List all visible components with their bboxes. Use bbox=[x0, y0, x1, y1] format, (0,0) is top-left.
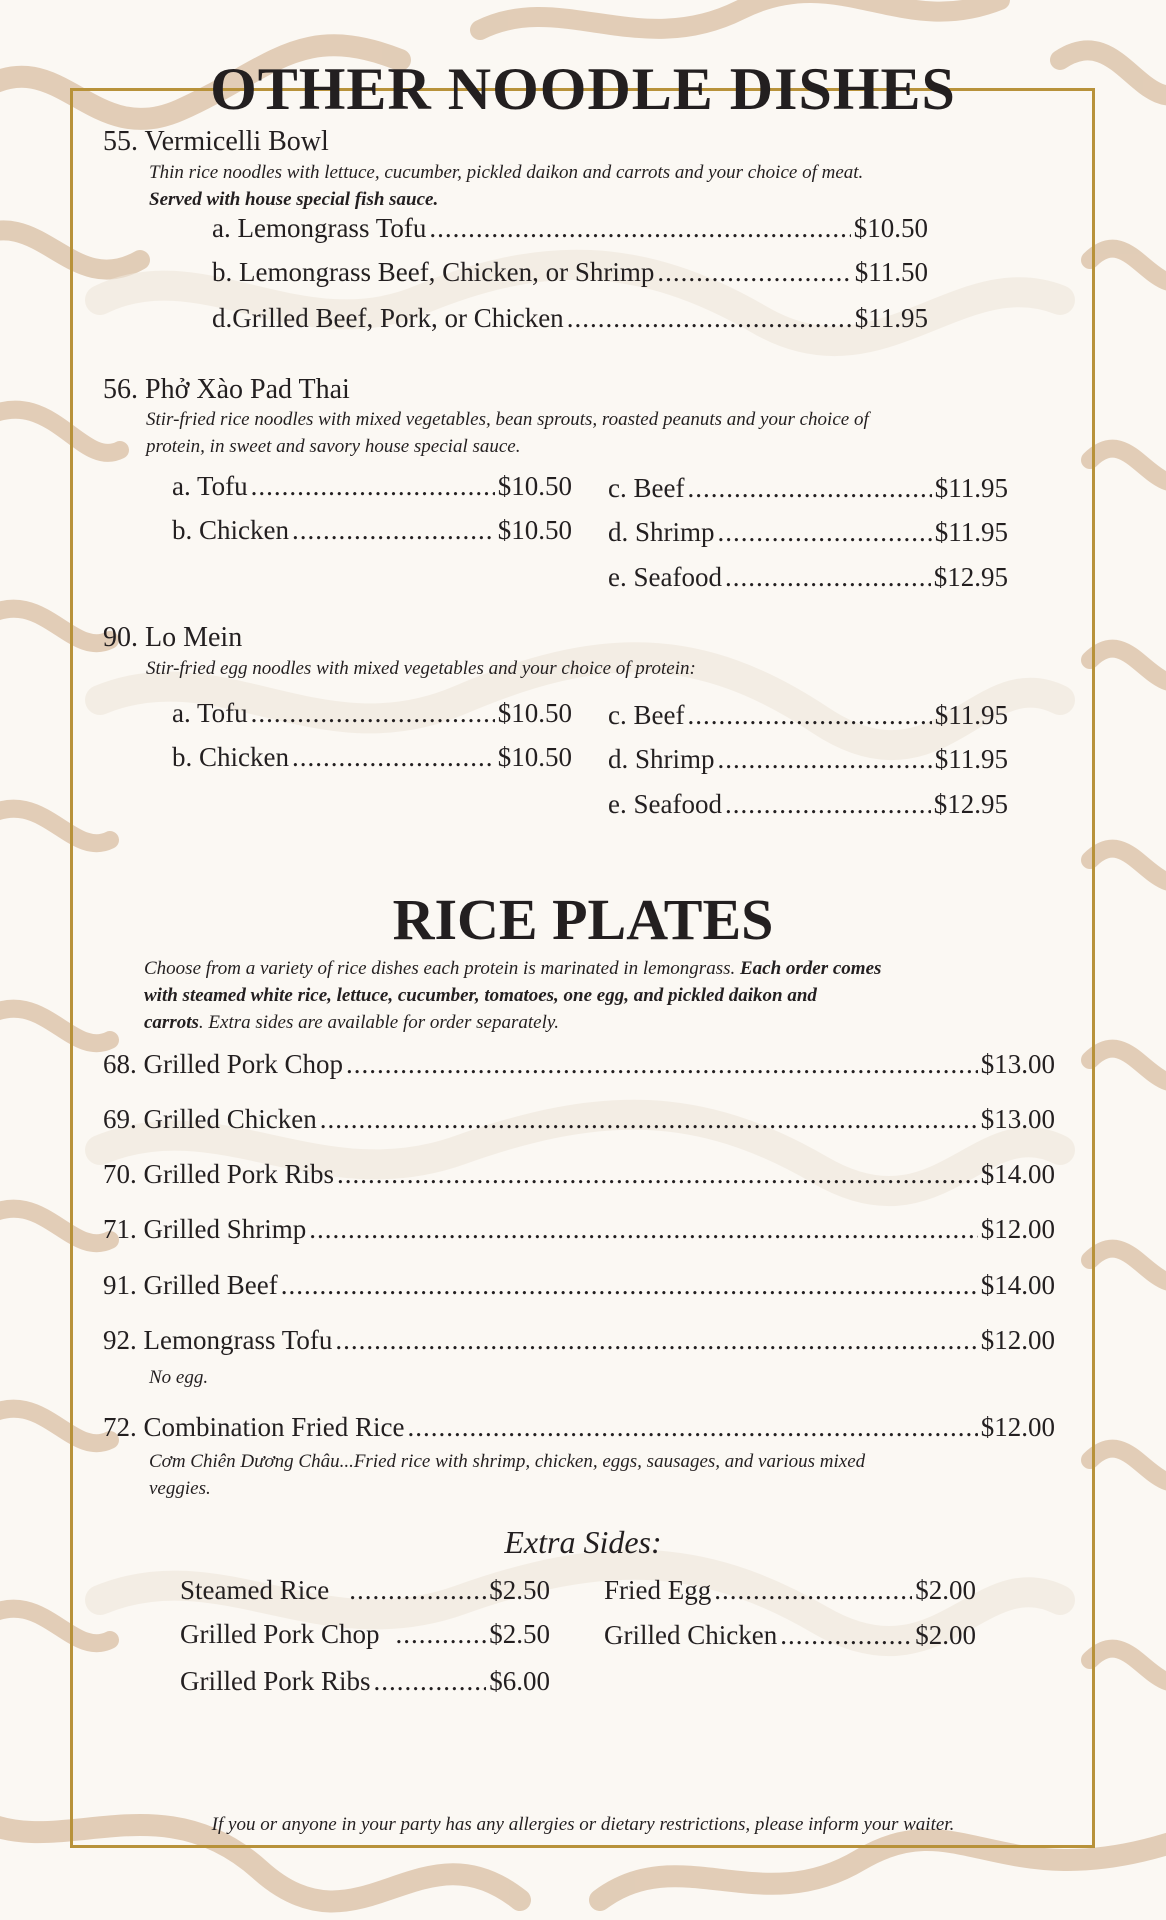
leader-dots bbox=[346, 1048, 978, 1080]
rice-item-price: $12.00 bbox=[980, 1325, 1055, 1355]
rice-item bbox=[103, 1213, 1055, 1245]
rice-item-label: 91. Grilled Beef bbox=[103, 1270, 278, 1300]
rice-intro-a: Choose from a variety of rice dishes each protein is marinated in lemongrass. bbox=[144, 958, 736, 979]
option-label: b. Chicken bbox=[172, 515, 289, 545]
rice-item bbox=[103, 1103, 1055, 1135]
option-label: d. Shrimp bbox=[608, 517, 715, 547]
fried-rice-desc bbox=[149, 1448, 1029, 1502]
leader-dots bbox=[780, 1619, 912, 1651]
option-price: $11.95 bbox=[934, 700, 1008, 730]
leader-dots bbox=[687, 699, 931, 731]
lomein-option bbox=[608, 699, 1008, 731]
padthai-desc-line1: Stir-fried rice noodles with mixed vegetables, bean sprouts, roasted peanuts and your choice of bbox=[146, 409, 869, 430]
tofu-note: No egg. bbox=[149, 1367, 209, 1388]
option-price: $10.50 bbox=[853, 213, 928, 243]
leader-dots bbox=[251, 697, 495, 729]
option-label: e. Seafood bbox=[608, 562, 722, 592]
leader-dots bbox=[292, 741, 495, 773]
leader-dots bbox=[337, 1158, 978, 1190]
padthai-option bbox=[172, 470, 572, 502]
leader-dots bbox=[407, 1411, 977, 1443]
vermicelli-option bbox=[212, 212, 928, 244]
rice-item bbox=[103, 1411, 1055, 1443]
rice-intro-b: Each order comes bbox=[739, 958, 882, 979]
lomein-option bbox=[172, 697, 572, 729]
leader-dots bbox=[714, 1574, 912, 1606]
padthai-title: 56. Phở Xào Pad Thai bbox=[103, 374, 350, 405]
option-label: d.Grilled Beef, Pork, or Chicken bbox=[212, 303, 564, 333]
option-price: $12.95 bbox=[933, 562, 1008, 592]
rice-item-price: $13.00 bbox=[980, 1104, 1055, 1134]
vermicelli-desc bbox=[149, 159, 1049, 213]
vermicelli-desc-bold bbox=[149, 186, 1049, 213]
rice-title: RICE PLATES bbox=[392, 887, 774, 952]
extra-price: $2.50 bbox=[489, 1619, 550, 1649]
extras-title: Extra Sides: bbox=[504, 1524, 662, 1560]
rice-item-label: 71. Grilled Shrimp bbox=[103, 1214, 307, 1244]
extra-price: $2.00 bbox=[915, 1575, 976, 1605]
padthai-option bbox=[608, 472, 1008, 504]
option-price: $11.95 bbox=[934, 517, 1008, 547]
rice-item-price: $12.00 bbox=[980, 1214, 1055, 1244]
extra-item bbox=[180, 1618, 550, 1650]
leader-dots bbox=[725, 788, 931, 820]
extra-label: Grilled Pork Ribs bbox=[180, 1666, 371, 1696]
leader-dots bbox=[349, 1574, 486, 1606]
rice-item-price: $13.00 bbox=[980, 1049, 1055, 1079]
option-price: $10.50 bbox=[497, 515, 572, 545]
option-price: $10.50 bbox=[497, 471, 572, 501]
extra-label: Fried Egg bbox=[604, 1575, 712, 1605]
leader-dots bbox=[320, 1103, 978, 1135]
rice-item bbox=[103, 1269, 1055, 1301]
rice-item bbox=[103, 1158, 1055, 1190]
option-price: $11.50 bbox=[854, 257, 928, 287]
leader-dots bbox=[396, 1618, 487, 1650]
extra-price: $2.50 bbox=[489, 1575, 550, 1605]
extra-item bbox=[604, 1574, 976, 1606]
extra-item bbox=[604, 1619, 976, 1651]
rice-intro-c: with steamed white rice, lettuce, cucumber, tomatoes, one egg, and pickled daikon and bbox=[144, 985, 817, 1006]
padthai-option bbox=[608, 516, 1008, 548]
leader-dots bbox=[309, 1213, 978, 1245]
extra-item bbox=[180, 1665, 550, 1697]
extra-label: Grilled Pork Chop bbox=[180, 1619, 380, 1649]
rice-intro-line3 bbox=[144, 1009, 1024, 1036]
padthai-desc-line2: protein, in sweet and savory house special sauce. bbox=[146, 436, 521, 457]
rice-item-label: 68. Grilled Pork Chop bbox=[103, 1049, 343, 1079]
padthai-option bbox=[172, 514, 572, 546]
option-label: b. Lemongrass Beef, Chicken, or Shrimp bbox=[212, 257, 655, 287]
extra-item bbox=[180, 1574, 550, 1606]
leader-dots bbox=[718, 516, 932, 548]
vermicelli-desc-line: Thin rice noodles with lettuce, cucumber, pickled daikon and carrots and your choice of meat. bbox=[149, 162, 864, 183]
padthai-option bbox=[608, 561, 1008, 593]
padthai-desc bbox=[146, 406, 1046, 460]
option-label: e. Seafood bbox=[608, 789, 722, 819]
option-label: b. Chicken bbox=[172, 742, 289, 772]
vermicelli-option bbox=[212, 302, 928, 334]
rice-intro-e: . Extra sides are available for order separately. bbox=[198, 1012, 559, 1033]
rice-item-label: 69. Grilled Chicken bbox=[103, 1104, 317, 1134]
vermicelli-option bbox=[212, 256, 928, 288]
rice-item-price: $14.00 bbox=[980, 1159, 1055, 1189]
option-label: c. Beef bbox=[608, 473, 685, 503]
extra-label: Grilled Chicken bbox=[604, 1620, 778, 1650]
rice-intro-line2 bbox=[144, 982, 1024, 1009]
lomein-title: 90. Lo Mein bbox=[103, 622, 243, 653]
rice-item bbox=[103, 1324, 1055, 1356]
leader-dots bbox=[725, 561, 931, 593]
rice-intro-line1 bbox=[144, 955, 1024, 982]
leader-dots bbox=[567, 302, 852, 334]
leader-dots bbox=[429, 212, 850, 244]
rice-intro-d: carrots bbox=[144, 1012, 199, 1033]
fried-rice-desc-line2: veggies. bbox=[149, 1478, 211, 1499]
leader-dots bbox=[687, 472, 931, 504]
option-price: $10.50 bbox=[497, 742, 572, 772]
rice-item-price: $14.00 bbox=[980, 1270, 1055, 1300]
option-price: $11.95 bbox=[854, 303, 928, 333]
lomein-option bbox=[608, 743, 1008, 775]
fried-rice-desc-line1: Cơm Chiên Dương Châu...Fried rice with shrimp, chicken, eggs, sausages, and various mixed bbox=[149, 1451, 866, 1472]
allergy-notice: If you or anyone in your party has any allergies or dietary restrictions, please inform your waiter. bbox=[211, 1814, 955, 1835]
leader-dots bbox=[718, 743, 932, 775]
vermicelli-title: 55. Vermicelli Bowl bbox=[103, 126, 329, 157]
rice-item bbox=[103, 1048, 1055, 1080]
extra-label: Steamed Rice bbox=[180, 1575, 330, 1605]
leader-dots bbox=[374, 1665, 487, 1697]
extra-price: $6.00 bbox=[489, 1666, 550, 1696]
option-label: a. Tofu bbox=[172, 698, 248, 728]
option-label: d. Shrimp bbox=[608, 744, 715, 774]
option-price: $12.95 bbox=[933, 789, 1008, 819]
leader-dots bbox=[292, 514, 495, 546]
rice-intro bbox=[144, 955, 1024, 1036]
vermicelli-desc-bold-text: Served with house special fish sauce. bbox=[149, 189, 439, 210]
extra-price: $2.00 bbox=[915, 1620, 976, 1650]
option-price: $10.50 bbox=[497, 698, 572, 728]
leader-dots bbox=[251, 470, 495, 502]
lomein-option bbox=[172, 741, 572, 773]
rice-item-price: $12.00 bbox=[980, 1412, 1055, 1442]
lomein-desc: Stir-fried egg noodles with mixed vegetables and your choice of protein: bbox=[146, 658, 696, 679]
lomein-option bbox=[608, 788, 1008, 820]
option-label: a. Tofu bbox=[172, 471, 248, 501]
leader-dots bbox=[281, 1269, 978, 1301]
rice-item-label: 70. Grilled Pork Ribs bbox=[103, 1159, 335, 1189]
rice-item-label: 72. Combination Fried Rice bbox=[103, 1412, 405, 1442]
option-label: c. Beef bbox=[608, 700, 685, 730]
leader-dots bbox=[335, 1324, 977, 1356]
option-price: $11.95 bbox=[934, 744, 1008, 774]
leader-dots bbox=[657, 256, 851, 288]
noodles-title-text: OTHER NOODLE DISHES bbox=[210, 56, 956, 122]
option-price: $11.95 bbox=[934, 473, 1008, 503]
rice-item-label: 92. Lemongrass Tofu bbox=[103, 1325, 333, 1355]
option-label: a. Lemongrass Tofu bbox=[212, 213, 427, 243]
